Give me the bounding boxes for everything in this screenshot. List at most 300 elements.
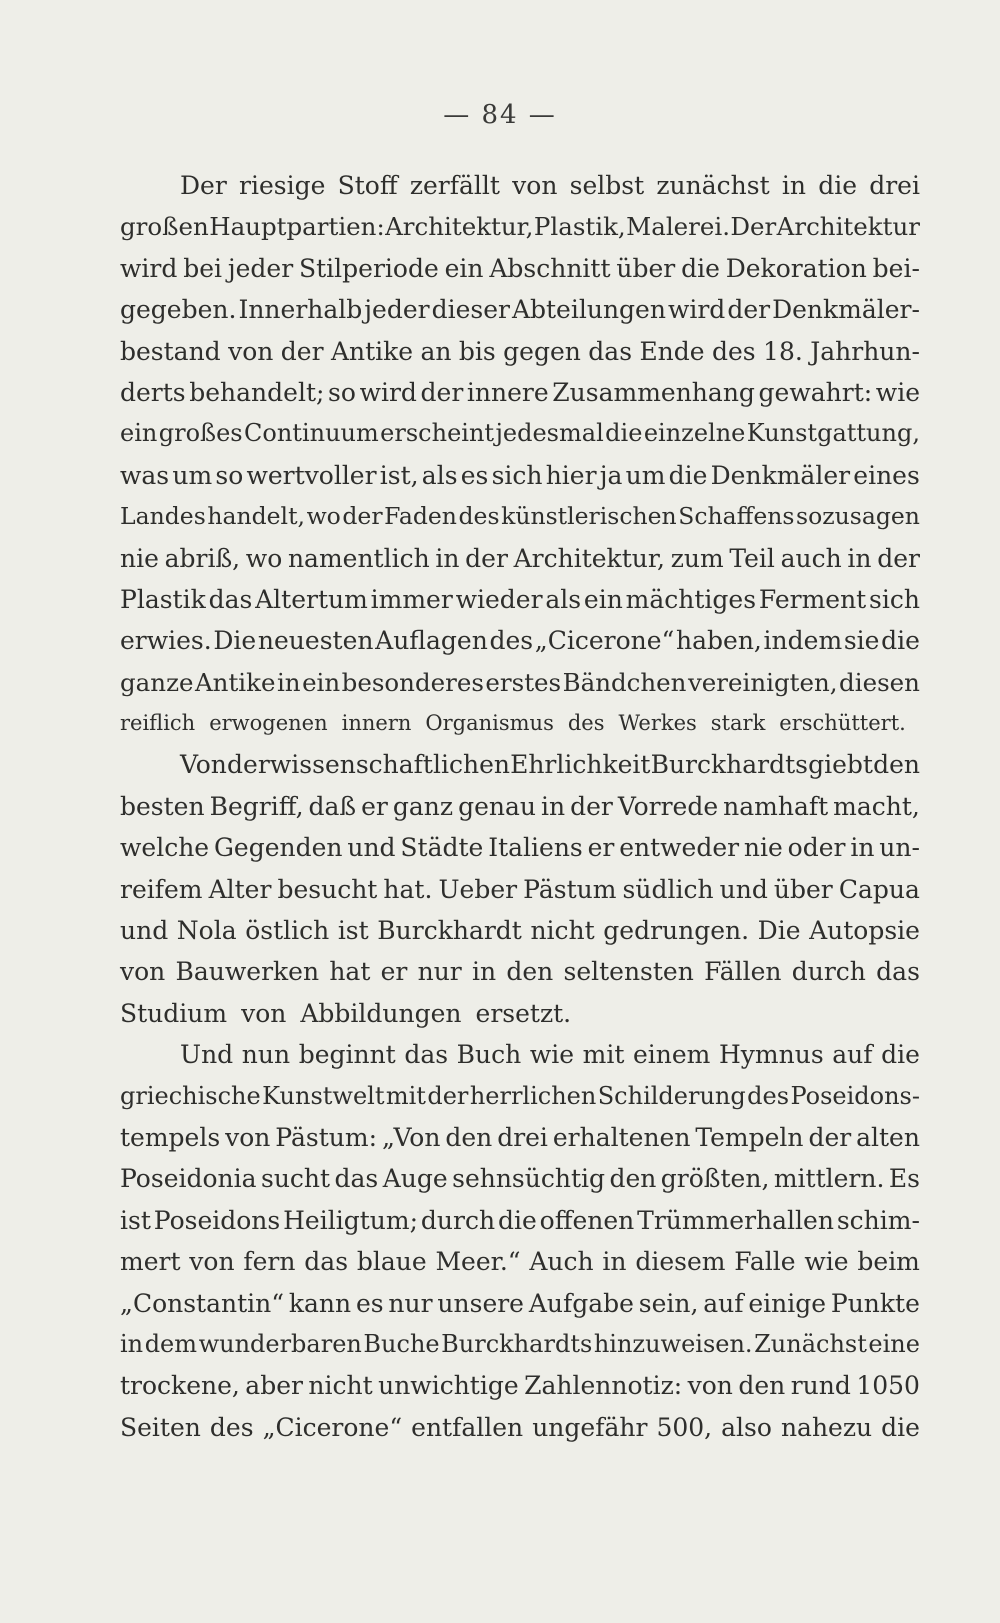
word: er	[587, 833, 615, 863]
word: Pästum:	[275, 1122, 378, 1152]
word: des	[489, 626, 534, 656]
word: in	[540, 791, 566, 821]
word: Stilperiode	[298, 253, 439, 283]
word: besten	[120, 791, 205, 821]
word: hier	[545, 460, 597, 490]
word: ist	[337, 916, 369, 946]
word: besonderes	[341, 667, 484, 697]
word: in	[781, 171, 806, 200]
word: ungefähr	[532, 1412, 648, 1442]
word: um	[625, 460, 666, 490]
word: seltensten	[563, 957, 694, 987]
word: Alter	[208, 874, 272, 904]
word: dieser	[431, 295, 510, 325]
word: in	[120, 1329, 144, 1358]
text-line	[120, 1365, 920, 1406]
word: haben,	[676, 626, 762, 656]
word: jedesmal	[495, 419, 604, 448]
word: Kunstgattung,	[746, 419, 920, 448]
word: es	[460, 460, 489, 490]
word: auf	[832, 1040, 873, 1070]
word: des	[209, 1412, 254, 1442]
word: Jahrhun-	[810, 336, 920, 366]
word: von	[189, 1247, 235, 1277]
word: abriß,	[164, 543, 241, 573]
word: Werkes	[618, 711, 697, 736]
word: Punkte	[830, 1288, 920, 1318]
word: mert	[120, 1247, 181, 1277]
page-number: — 84 —	[443, 100, 557, 130]
word: Studium	[120, 998, 228, 1028]
word: nie	[120, 543, 159, 573]
word: offenen	[539, 1205, 635, 1235]
word: von	[228, 336, 274, 366]
word: eine	[868, 1329, 920, 1358]
word: gegen	[503, 336, 581, 366]
word: wird	[359, 377, 417, 407]
word: erschüttert.	[779, 711, 906, 736]
word: Stoff	[337, 171, 398, 200]
word: tempels	[120, 1122, 221, 1152]
word: Ueber	[438, 874, 518, 904]
word: ein	[302, 667, 341, 697]
word: großen	[120, 212, 209, 242]
word: Antike	[330, 336, 414, 366]
word: der	[465, 543, 508, 573]
word: die	[881, 626, 920, 656]
word: innere	[466, 377, 549, 407]
word: Bändchen	[562, 667, 687, 697]
word: über	[616, 253, 676, 283]
word: von	[512, 171, 558, 200]
word: sich	[869, 584, 920, 614]
word: der	[227, 750, 270, 780]
text-line	[120, 869, 920, 910]
word: es	[355, 1288, 384, 1318]
word: hinzuweisen.	[593, 1329, 753, 1358]
word: einzelne	[643, 419, 746, 448]
word: neuesten	[257, 626, 374, 656]
word: Zunächst	[754, 1329, 867, 1358]
word: derts	[120, 377, 186, 407]
word: auf	[703, 1288, 744, 1318]
word: trockene,	[120, 1371, 240, 1401]
word: Hauptpartien:	[209, 212, 385, 242]
word: über	[773, 874, 833, 904]
word: nur	[388, 1288, 433, 1318]
word: der	[427, 1081, 469, 1110]
word: ein	[583, 584, 623, 614]
word: namhaft	[723, 791, 829, 821]
word: Plastik	[120, 584, 206, 614]
word: der	[727, 295, 771, 325]
word: un-	[879, 833, 920, 863]
word: Antike	[194, 667, 276, 697]
word: nun	[241, 1040, 291, 1070]
word: Trümmerhallen	[637, 1205, 834, 1235]
word: des	[567, 711, 605, 736]
word: wie	[529, 1040, 575, 1070]
word: mittlern.	[773, 1164, 885, 1194]
word: diesen	[839, 667, 920, 697]
word: den	[609, 1164, 657, 1194]
text-line	[120, 455, 920, 496]
word: durch	[791, 957, 866, 987]
word: der	[420, 377, 464, 407]
text-line	[120, 248, 920, 289]
word: erwies.	[120, 626, 212, 656]
word: Autopsie	[809, 916, 920, 946]
word: zunächst	[656, 171, 770, 200]
word: behandelt;	[189, 377, 325, 407]
word: sucht	[260, 1164, 331, 1194]
word: Burckhardts	[441, 1329, 593, 1358]
word: Architektur	[776, 212, 920, 242]
word: Zusammenhang	[552, 377, 755, 407]
word: „Constantin“	[120, 1288, 285, 1318]
word: Burckhardts	[650, 750, 808, 780]
word: Ende	[639, 336, 705, 366]
word: nie	[743, 833, 783, 863]
text-line	[120, 538, 920, 579]
word: Heiligtum;	[283, 1205, 418, 1235]
word: Altertum	[255, 584, 368, 614]
text-line	[120, 1076, 920, 1117]
text-line	[120, 372, 920, 413]
word: wo	[306, 502, 341, 531]
word: blaue	[356, 1247, 427, 1277]
word: drei	[869, 171, 920, 200]
word: Hymnus	[718, 1040, 824, 1070]
text-line	[120, 786, 920, 827]
text-line	[120, 579, 920, 620]
word: so	[328, 377, 356, 407]
word: die	[681, 253, 720, 283]
word: Der	[730, 212, 777, 242]
word: so	[215, 460, 244, 490]
word: Es	[888, 1164, 920, 1194]
word: Poseidons	[153, 1205, 281, 1235]
word: reifem	[120, 874, 203, 904]
word: Auge	[382, 1164, 448, 1194]
word: künstlerischen	[501, 502, 677, 531]
word: riesige	[239, 171, 326, 200]
word: handelt,	[207, 502, 305, 531]
word: also	[721, 1412, 772, 1442]
word: großes	[158, 419, 243, 448]
text-line	[120, 1158, 920, 1199]
word: Abschnitt	[489, 253, 611, 283]
word: Burckhardt	[377, 916, 522, 946]
word: selbst	[569, 171, 645, 200]
word: griechische	[120, 1081, 261, 1110]
word: erscheint	[380, 419, 495, 448]
word: des	[747, 1081, 790, 1110]
word: nicht	[530, 916, 595, 946]
word: an	[420, 336, 452, 366]
word: wird	[667, 295, 726, 325]
word: einem	[632, 1040, 711, 1070]
word: welche	[120, 833, 210, 863]
word: drei	[497, 1122, 548, 1152]
word: um	[172, 460, 213, 490]
word: beim	[857, 1247, 920, 1277]
word: ist	[120, 1205, 151, 1235]
text-line	[120, 1283, 920, 1324]
word: Gegenden	[213, 833, 343, 863]
word: Aufgabe	[528, 1288, 634, 1318]
word: Faden	[384, 502, 457, 531]
word: er	[361, 791, 388, 821]
word: bestand	[120, 336, 221, 366]
text-line	[120, 331, 920, 372]
word: östlich	[245, 916, 330, 946]
word: dem	[144, 1329, 198, 1358]
word: kann	[288, 1288, 352, 1318]
word: ganz	[392, 791, 454, 821]
word: der	[877, 543, 920, 573]
word: den	[873, 750, 920, 780]
word: Begriff,	[209, 791, 304, 821]
word: Pästum	[523, 874, 617, 904]
word: südlich	[622, 874, 714, 904]
text-line	[120, 1200, 920, 1241]
word: unwichtige	[378, 1371, 519, 1401]
word: Plastik,	[533, 212, 626, 242]
word: Denkmäler	[710, 460, 851, 490]
word: Schaffens	[678, 502, 795, 531]
word: schim-	[836, 1205, 920, 1235]
word: rund	[790, 1371, 851, 1401]
word: 18.	[763, 336, 803, 366]
word: die	[605, 419, 643, 448]
word: von	[687, 1371, 733, 1401]
text-line	[120, 1324, 920, 1365]
word: genau	[458, 791, 536, 821]
word: mit	[385, 1081, 426, 1110]
word: das	[876, 957, 920, 987]
word: in	[472, 957, 497, 987]
word: erwogenen	[209, 711, 328, 736]
word: reiflich	[120, 711, 196, 736]
word: der	[570, 791, 613, 821]
word: fern	[243, 1247, 296, 1277]
text-line	[120, 1034, 920, 1075]
word: Ehrlichkeit	[510, 750, 651, 780]
word: entfallen	[411, 1412, 524, 1442]
word: gegeben.	[120, 295, 237, 325]
word: herrlichen	[469, 1081, 597, 1110]
word: zerfällt	[409, 171, 500, 200]
word: besucht	[277, 874, 378, 904]
word: Auch	[529, 1247, 594, 1277]
word: Städte	[400, 833, 484, 863]
word: des	[458, 502, 500, 531]
word: erhaltenen	[552, 1122, 691, 1152]
word: sich	[491, 460, 543, 490]
word: er	[380, 957, 408, 987]
word: Continuum	[244, 419, 379, 448]
word: macht,	[833, 791, 920, 821]
word: die	[881, 1040, 920, 1070]
word: 1050	[856, 1371, 920, 1401]
word: nicht	[308, 1371, 373, 1401]
word: nur	[417, 957, 462, 987]
word: Innerhalb	[238, 295, 363, 325]
word: den	[445, 1122, 493, 1152]
word: Architektur,	[513, 543, 666, 573]
word: Abbildungen	[300, 998, 462, 1028]
word: Poseidonia	[120, 1164, 257, 1194]
word: stark	[710, 711, 766, 736]
word: oder	[787, 833, 846, 863]
word: Organismus	[425, 711, 554, 736]
word: das	[334, 1164, 379, 1194]
word: Buch	[456, 1040, 522, 1070]
word: Der	[180, 171, 227, 200]
word: das	[304, 1247, 349, 1277]
text-line	[120, 1241, 920, 1282]
word: des	[712, 336, 756, 366]
word: Italiens	[488, 833, 583, 863]
word: einige	[748, 1288, 827, 1318]
word: Meer.“	[435, 1247, 521, 1277]
word: den	[506, 957, 554, 987]
word: wie	[875, 377, 920, 407]
word: größten,	[660, 1164, 770, 1194]
word: 500,	[656, 1412, 713, 1442]
word: sein,	[638, 1288, 699, 1318]
word: wunderbaren	[198, 1329, 362, 1358]
word: unsere	[437, 1288, 524, 1318]
word: „Cicerone“	[262, 1412, 403, 1442]
word: eines	[853, 460, 920, 490]
word: beginnt	[298, 1040, 396, 1070]
word: ganze	[120, 667, 194, 697]
text-line	[120, 951, 920, 992]
word: jeder	[364, 295, 430, 325]
word: wie	[804, 1247, 849, 1277]
word: sozusagen	[796, 502, 920, 531]
word: immer	[370, 584, 453, 614]
word: die	[881, 1412, 920, 1442]
word: Teil	[729, 543, 775, 573]
text-line	[120, 165, 920, 206]
word: das	[404, 1040, 449, 1070]
word: hat.	[383, 874, 433, 904]
word: entweder	[619, 833, 740, 863]
word: in	[847, 543, 872, 573]
word: der	[342, 502, 383, 531]
word: ersetzt.	[475, 998, 572, 1028]
word: alten	[856, 1122, 920, 1152]
word: wieder	[455, 584, 543, 614]
word: von	[225, 1122, 271, 1152]
word: als	[545, 584, 582, 614]
word: mächtiges	[625, 584, 757, 614]
word: Fällen	[704, 957, 782, 987]
word: vereinigten,	[687, 667, 838, 697]
word: die	[668, 460, 708, 490]
word: hat	[329, 957, 371, 987]
word: Zahlennotiz:	[524, 1371, 683, 1401]
word: das	[588, 336, 633, 366]
word: sie	[843, 626, 880, 656]
word: und	[120, 916, 169, 946]
word: in	[435, 543, 460, 573]
word: Capua	[838, 874, 920, 904]
word: die	[497, 1205, 537, 1235]
text-line	[120, 703, 920, 744]
word: Denkmäler-	[772, 295, 920, 325]
word: aber	[245, 1371, 303, 1401]
word: ja	[599, 460, 623, 490]
word: Architektur,	[385, 212, 534, 242]
word: von	[120, 957, 166, 987]
word: die	[818, 171, 857, 200]
word: bei	[183, 253, 222, 283]
text-line	[120, 206, 920, 247]
word: in	[276, 667, 301, 697]
word: der	[280, 336, 324, 366]
word: giebt	[808, 750, 873, 780]
word: Poseidons-	[790, 1081, 920, 1110]
word: Abteilungen	[511, 295, 666, 325]
word: sehnsüchtig	[452, 1164, 606, 1194]
word: Bauwerken	[175, 957, 320, 987]
word: von	[241, 998, 287, 1028]
word: Schilderung	[597, 1081, 746, 1110]
word: Nola	[176, 916, 237, 946]
text-line	[120, 1407, 920, 1448]
word: wird	[120, 253, 178, 283]
word: auch	[780, 543, 842, 573]
word: innern	[341, 711, 412, 736]
word: namentlich	[287, 543, 430, 573]
text-line	[120, 1117, 920, 1158]
word: Malerei.	[626, 212, 730, 242]
word: Die	[213, 626, 257, 656]
text-line	[120, 620, 920, 661]
text-line	[120, 744, 920, 785]
word: Von	[180, 750, 227, 780]
word: wissenschaftlichen	[269, 750, 510, 780]
word: Ferment	[758, 584, 867, 614]
word: Seiten	[120, 1412, 201, 1442]
word: das	[208, 584, 253, 614]
word: erstes	[485, 667, 562, 697]
word: der	[808, 1122, 852, 1152]
word: „Von	[381, 1122, 441, 1152]
word: diesem	[635, 1247, 726, 1277]
word: den	[738, 1371, 786, 1401]
text-line	[120, 910, 920, 951]
word: mit	[582, 1040, 625, 1070]
body-text	[120, 165, 920, 1448]
word: Landes	[120, 502, 206, 531]
word: ist,	[379, 460, 419, 490]
word: bis	[458, 336, 496, 366]
word: Buche	[363, 1329, 440, 1358]
text-line	[120, 662, 920, 703]
word: als	[421, 460, 458, 490]
word: daß	[308, 791, 357, 821]
word: und	[719, 874, 768, 904]
word: wertvoller	[246, 460, 377, 490]
word: Kunstwelt	[262, 1081, 385, 1110]
word: durch	[420, 1205, 496, 1235]
word: „Cicerone“	[534, 626, 675, 656]
